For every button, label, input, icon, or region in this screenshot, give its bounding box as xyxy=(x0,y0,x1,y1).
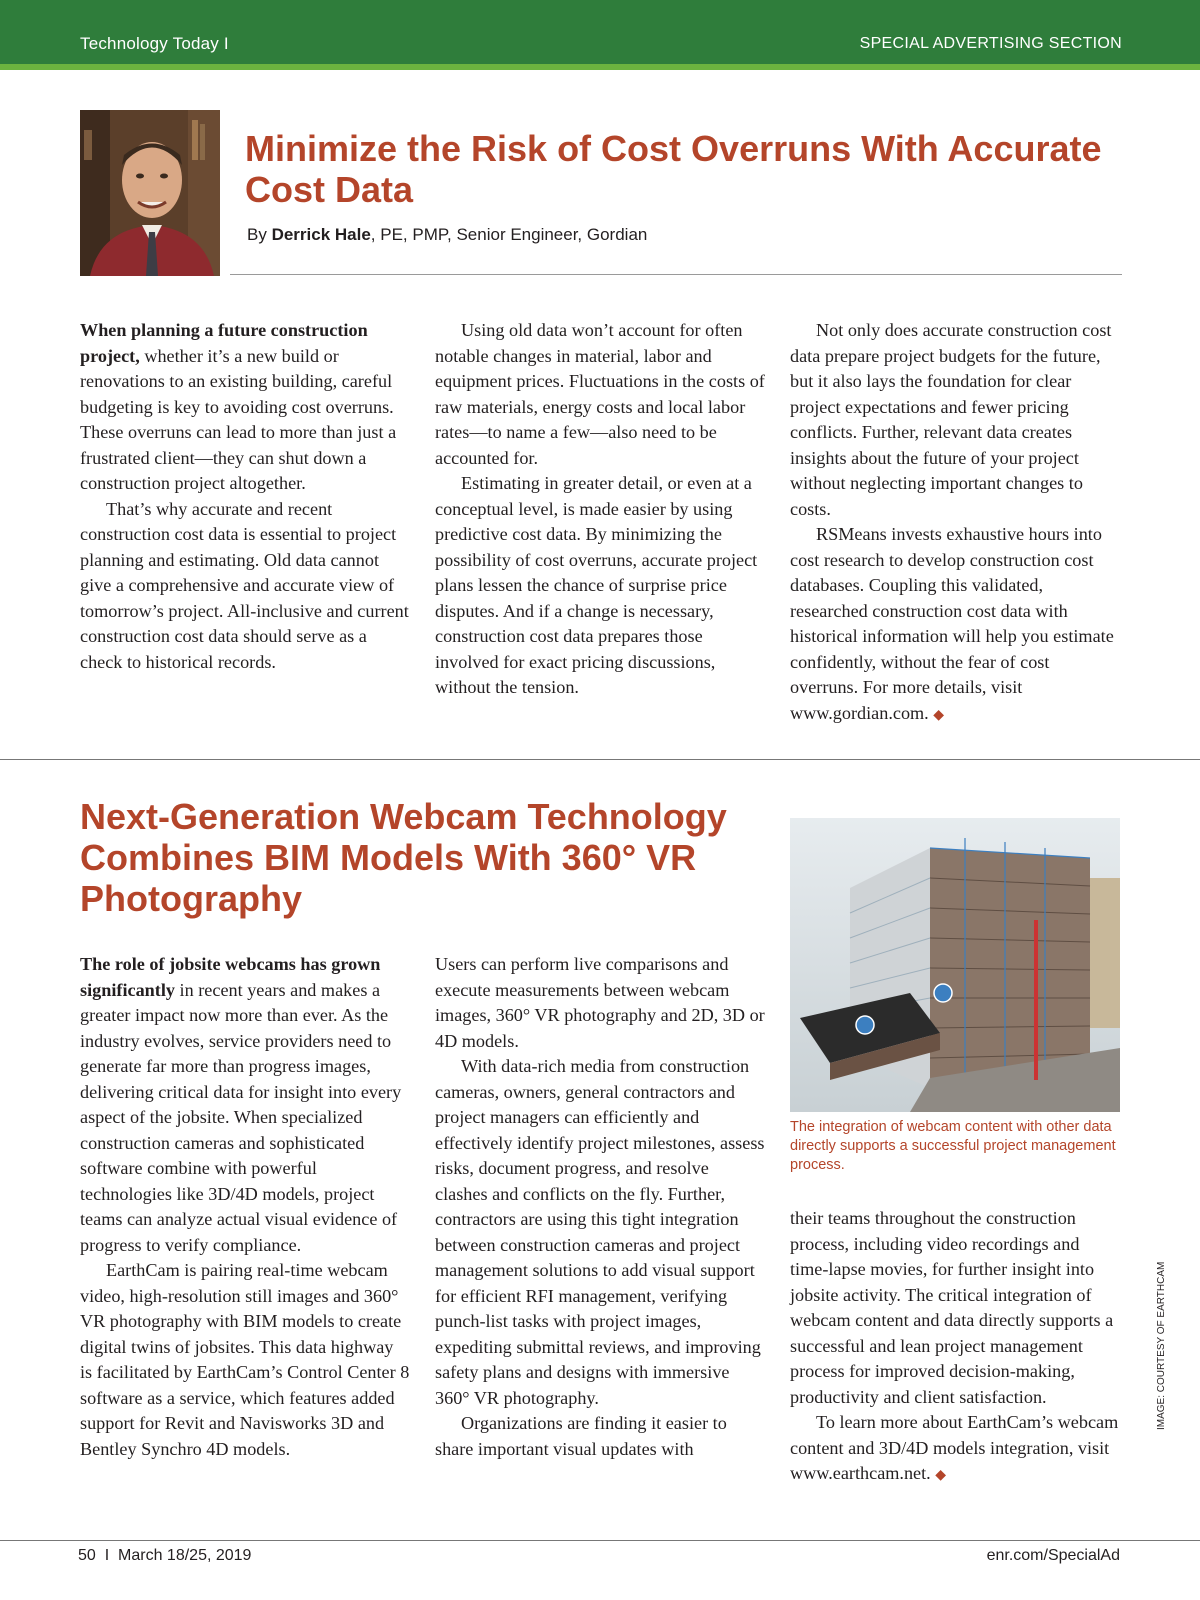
article-2-title: Next-Generation Webcam Technology Combines BIM Models With 360° VR Photography xyxy=(80,796,727,919)
article-1-title-rule xyxy=(230,274,1122,275)
paragraph: With data-rich media from construction cameras, owners, general contractors and project managers can efficiently and effectively identify project milestones, assess risks, document progress, and resolve clashes and conflicts on the fly. Further, contractors are using this tight integration between construction cameras and project management solutions to add visual support for efficient RFI management, verifying punch-list tasks with project images, expediting submittal reviews, and improving safety plans and designs with immersive 360° VR photography. xyxy=(435,1056,765,1408)
header-accent-line xyxy=(0,64,1200,70)
paragraph xyxy=(790,1410,1120,1489)
paragraph-text: in recent years and makes a greater impact now more than ever. As the industry evolves, service providers need to generate far more than progress images, delivering critical data for insight into every aspect of the jobsite. When specialized construction cameras and sophisticated software combine with powerful technologies like 3D/4D models, project teams can analyze actual visual evidence of progress to verify compliance. xyxy=(80,979,402,1255)
article-divider xyxy=(0,759,1200,760)
footer-url-link[interactable]: enr.com/SpecialAd xyxy=(986,1547,1120,1564)
byline-credentials: , PE, PMP, Senior Engineer, Gordian xyxy=(370,225,648,244)
paragraph xyxy=(80,952,410,1258)
end-mark-diamond-icon: ◆ xyxy=(933,707,945,723)
lead-in-bold: When planning a future construction project, xyxy=(80,320,368,366)
article-1-column-2 xyxy=(435,318,765,701)
article-2-column-1 xyxy=(80,952,410,1462)
section-label: Technology Today I xyxy=(80,34,229,53)
end-mark-diamond-icon: ◆ xyxy=(935,1468,947,1483)
paragraph xyxy=(80,318,410,497)
paragraph: Organizations are finding it easier to share important visual updates with xyxy=(435,1413,727,1459)
header-bar xyxy=(0,0,1200,64)
construction-site-bim-photo xyxy=(790,818,1120,1112)
article-2-column-3 xyxy=(790,1206,1120,1489)
byline-prefix: By xyxy=(247,225,272,244)
article-1-column-1 xyxy=(80,318,410,675)
paragraph xyxy=(790,522,1120,728)
paragraph: Estimating in greater detail, or even at a conceptual level, is made easier by using predictive cost data. By minimizing the possibility of cost overruns, accurate project plans lessen the chance of surprise price disputes. And if a change is necessary, construction cost data prepares those involved for exact pricing discussions, without the tension. xyxy=(435,473,758,697)
paragraph: Users can perform live comparisons and execute measurements between webcam images, 360° VR photography and 2D, 3D or 4D models. xyxy=(435,954,765,1051)
page-number-date: 50 I March 18/25, 2019 xyxy=(78,1547,252,1564)
lead-in-bold: The role of jobsite webcams has grown significantly xyxy=(80,954,381,1000)
article-2-column-2 xyxy=(435,952,765,1462)
paragraph: Using old data won’t account for often notable changes in material, labor and equipment prices. Fluctuations in the costs of raw materials, energy costs and local labor rates—to name a few—also need to be accounted for. xyxy=(435,320,765,468)
author-portrait-image xyxy=(80,110,220,276)
paragraph: EarthCam is pairing real-time webcam video, high-resolution still images and 360° VR photography with BIM models to create digital twins of jobsites. This data highway is facilitated by EarthCam’s Control Center 8 software as a service, which features added support for Revit and Navisworks 3D and Bentley Synchro 4D models. xyxy=(80,1260,410,1459)
image-credit: IMAGE: COURTESY OF EARTHCAM xyxy=(1156,1261,1167,1430)
paragraph: Not only does accurate construction cost data prepare project budgets for the future, but it also lays the foundation for clear project expectations and fewer pricing conflicts. Further, relevant data creates insights about the future of your project without neglecting important changes to costs. xyxy=(790,320,1112,519)
author-photo xyxy=(80,110,220,276)
paragraph-text: RSMeans invests exhaustive hours into cost research to develop construction cost databases. Coupling this validated, researched construction cost data with historical information will help you estimate confidently, without the fear of cost overruns. For more details, visit www.gordian.com. xyxy=(790,524,1114,723)
byline-author-name: Derrick Hale xyxy=(271,225,371,244)
footer-rule xyxy=(0,1540,1200,1541)
article-1-byline xyxy=(247,225,647,245)
special-advertising-label: SPECIAL ADVERTISING SECTION xyxy=(859,35,1122,52)
paragraph-text: whether it’s a new build or renovations to an existing building, careful budgeting is key to avoiding cost overruns. These overruns can lead to more than just a frustrated client—they can shut down a construction project altogether. xyxy=(80,345,397,493)
article-1-column-3 xyxy=(790,318,1120,728)
paragraph-text: To learn more about EarthCam’s webcam content and 3D/4D models integration, visit www.earthcam.net. xyxy=(790,1412,1119,1483)
photo-caption: The integration of webcam content with other data directly supports a successful project management process. xyxy=(790,1119,1116,1173)
paragraph: their teams throughout the construction process, including video recordings and time-lapse movies, for further insight into jobsite activity. The critical integration of webcam content and data directly supports a successful and lean project management process for improved decision-making, productivity and client satisfaction. xyxy=(790,1208,1114,1407)
article-1-title: Minimize the Risk of Cost Overruns With Accurate Cost Data xyxy=(245,128,1102,210)
paragraph: That’s why accurate and recent construction cost data is essential to project planning and estimating. Old data cannot give a comprehensive and accurate view of tomorrow’s project. All-inclusive and current construction cost data should serve as a check to historical records. xyxy=(80,498,409,672)
bim-building-image xyxy=(790,818,1120,1112)
